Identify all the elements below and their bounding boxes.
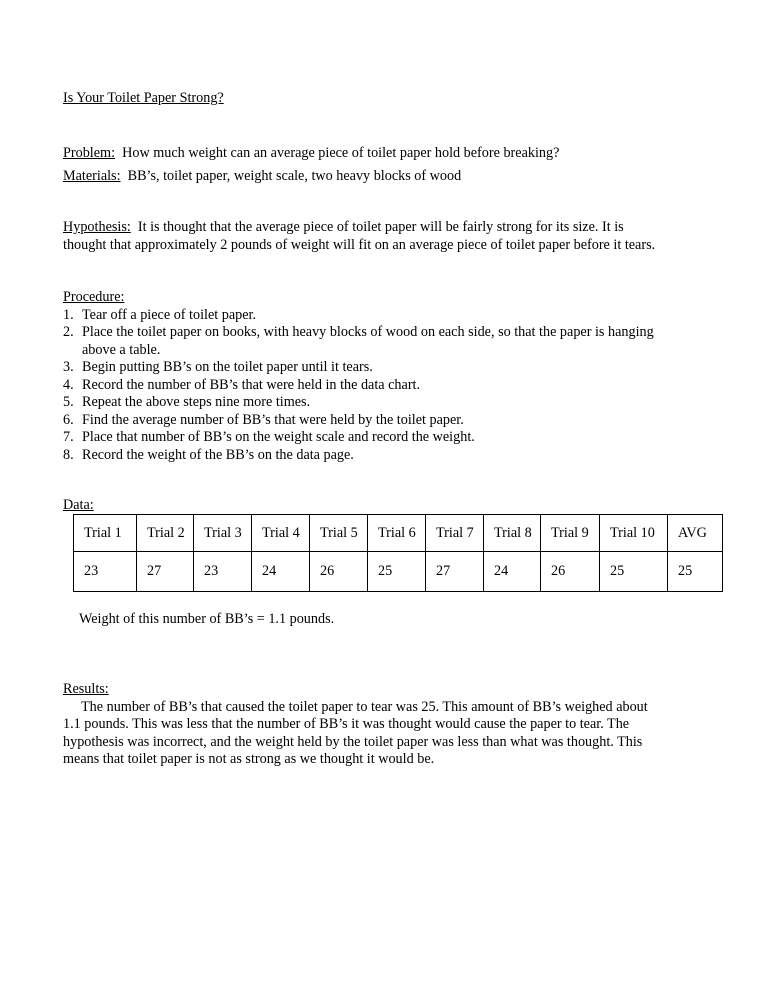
procedure-step: 4. Record the number of BB’s that were held in the data chart.	[63, 376, 421, 393]
hypothesis-line-1: It is thought that the average piece of toilet paper will be fairly strong for its size. It is	[137, 219, 624, 235]
data-label: Data:	[63, 497, 94, 513]
procedure-step: 8. Record the weight of the BB’s on the data page.	[63, 446, 354, 463]
results-line: 1.1 pounds. This was less that the number of BB’s it was thought would cause the paper to tear. The	[63, 716, 630, 732]
procedure-label: Procedure:	[63, 289, 125, 305]
hypothesis-section	[63, 219, 703, 254]
table-header-cell: Trial 5	[310, 515, 368, 552]
table-header-cell: Trial 7	[426, 515, 484, 552]
table-header-cell: Trial 3	[194, 515, 252, 552]
table-value-cell: 24	[484, 552, 541, 592]
materials-text: BB’s, toilet paper, weight scale, two heavy blocks of wood	[127, 168, 462, 184]
document-title: Is Your Toilet Paper Strong?	[63, 90, 224, 106]
table-value-cell: 27	[137, 552, 194, 592]
table-value-cell: 23	[194, 552, 252, 592]
weight-note: Weight of this number of BB’s = 1.1 pounds.	[79, 611, 335, 627]
results-line: means that toilet paper is not as strong as we thought it would be.	[63, 751, 435, 767]
table-value-cell: 26	[541, 552, 600, 592]
procedure-step: 7. Place that number of BB’s on the weight scale and record the weight.	[63, 429, 475, 445]
procedure-step: 5. Repeat the above steps nine more times.	[63, 394, 311, 410]
table-value-cell: 27	[426, 552, 484, 592]
data-table	[73, 514, 723, 592]
table-value-cell: 24	[252, 552, 310, 592]
table-header-cell: Trial 4	[252, 515, 310, 552]
table-header-row	[74, 515, 723, 552]
table-header-cell: Trial 10	[600, 515, 668, 552]
table-header-cell: AVG	[668, 515, 723, 552]
hypothesis-line-2: thought that approximately 2 pounds of weight will fit on an average piece of toilet paper before it tears.	[63, 236, 656, 253]
results-label: Results:	[63, 681, 109, 697]
problem-section	[63, 145, 703, 163]
table-header-cell: Trial 6	[368, 515, 426, 552]
table-value-cell: 25	[668, 552, 723, 592]
procedure-section	[63, 289, 703, 464]
procedure-step: 3. Begin putting BB’s on the toilet paper until it tears.	[63, 359, 373, 375]
results-section	[63, 681, 703, 769]
table-header-cell: Trial 1	[74, 515, 137, 552]
table-value-cell: 25	[368, 552, 426, 592]
table-value-cell: 26	[310, 552, 368, 592]
results-line: The number of BB’s that caused the toilet paper to tear was 25. This amount of BB’s weighed about	[81, 698, 648, 715]
procedure-step: 1. Tear off a piece of toilet paper.	[63, 306, 257, 323]
procedure-steps	[63, 307, 703, 465]
procedure-step: 6. Find the average number of BB’s that were held by the toilet paper.	[63, 411, 464, 428]
table-header-cell: Trial 9	[541, 515, 600, 552]
materials-section	[63, 168, 703, 186]
problem-label: Problem:	[63, 145, 116, 161]
hypothesis-label: Hypothesis:	[63, 219, 131, 235]
table-header-cell: Trial 2	[137, 515, 194, 552]
table-value-cell: 25	[600, 552, 668, 592]
table-value-cell: 23	[74, 552, 137, 592]
procedure-step: 2. Place the toilet paper on books, with heavy blocks of wood on each side, so that the paper is hanging above a table.	[63, 324, 654, 358]
problem-text: How much weight can an average piece of toilet paper hold before breaking?	[122, 145, 560, 161]
materials-label: Materials:	[63, 168, 121, 184]
table-value-row	[74, 552, 723, 592]
table-header-cell: Trial 8	[484, 515, 541, 552]
results-line: hypothesis was incorrect, and the weight held by the toilet paper was less than what was thought. This	[63, 733, 643, 750]
